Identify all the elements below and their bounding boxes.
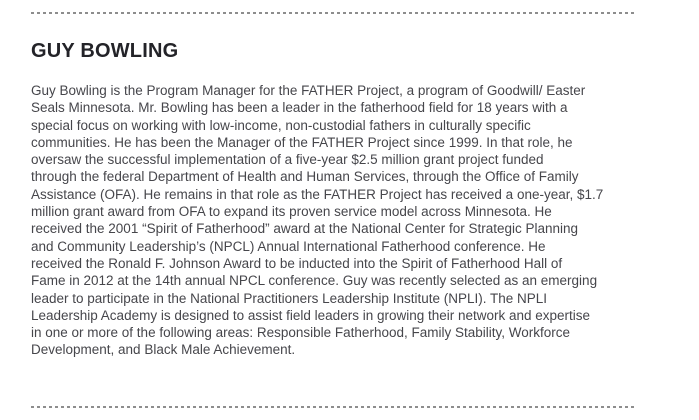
bio-line: oversaw the successful implementation of a five-year $2.5 million grant project funded (31, 152, 544, 168)
bio-line: Assistance (OFA). He remains in that role as the FATHER Project has received a one-year, $1.7 (31, 186, 604, 202)
bottom-divider (31, 406, 635, 408)
bio-line: Leadership Academy is designed to assist field leaders in growing their network and expertise (31, 307, 591, 323)
bio-line: Seals Minnesota. Mr. Bowling has been a leader in the fatherhood field for 18 years with a (31, 100, 568, 116)
bio-paragraph (31, 82, 643, 359)
profile-name-heading: GUY BOWLING (31, 40, 179, 62)
bio-line: million grant award from OFA to expand its proven service model across Minnesota. He (31, 204, 552, 220)
bio-line: special focus on working with low-income, non-custodial fathers in culturally specific (31, 117, 531, 133)
bio-line: leader to participate in the National Practitioners Leadership Institute (NPLI). The NPLI (31, 290, 548, 306)
bio-line: and Community Leadership’s (NPCL) Annual International Fatherhood conference. He (31, 238, 546, 254)
bio-line: received the Ronald F. Johnson Award to be inducted into the Spirit of Fatherhood Hall of (31, 255, 563, 271)
bio-line: communities. He has been the Manager of the FATHER Project since 1999. In that role, he (31, 134, 573, 150)
bio-line: Development, and Black Male Achievement. (31, 342, 296, 358)
bio-line: Guy Bowling is the Program Manager for the FATHER Project, a program of Goodwill/ Easter (31, 83, 586, 98)
bio-line: in one or more of the following areas: Responsible Fatherhood, Family Stability, Workforce (31, 325, 571, 341)
bio-line: received the 2001 “Spirit of Fatherhood” award at the National Center for Strategic Planning (31, 221, 579, 237)
top-divider (31, 12, 635, 14)
bio-line: through the federal Department of Health and Human Services, through the Office of Family (31, 169, 579, 185)
bio-line: Fame in 2012 at the 14th annual NPCL conference. Guy was recently selected as an emerging (31, 273, 598, 289)
